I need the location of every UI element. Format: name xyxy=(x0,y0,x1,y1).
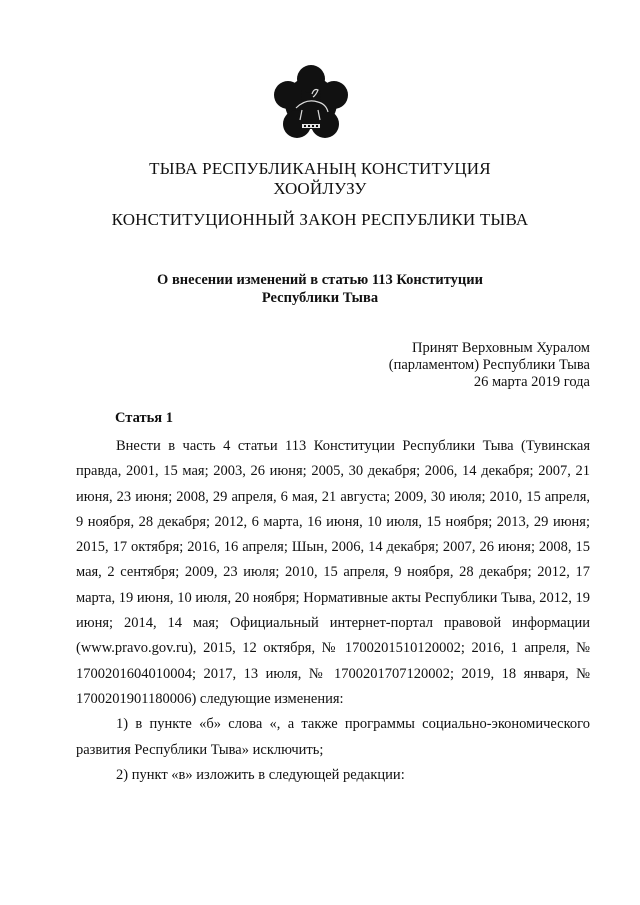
adoption-date: 26 марта 2019 года xyxy=(473,374,590,390)
article-heading: Статья 1 xyxy=(115,410,173,426)
adoption-statement xyxy=(389,340,590,391)
title-tyvan-line-1: ТЫВА РЕСПУБЛИКАНЫҢ КОНСТИТУЦИЯ xyxy=(149,159,491,178)
adoption-line-2: (парламентом) Республики Тыва xyxy=(388,357,590,373)
law-title-line-1: О внесении изменений в статью 113 Конституции xyxy=(157,272,483,288)
article-item-1: 1) в пункте «б» слова «, а также программы социально-экономического развития Республики Тыва» исключить; xyxy=(76,716,590,758)
document-title-russian: КОНСТИТУЦИОННЫЙ ЗАКОН РЕСПУБЛИКИ ТЫВА xyxy=(111,210,529,229)
tyva-republic-emblem-icon xyxy=(272,64,350,142)
article-intro-paragraph: Внести в часть 4 статьи 113 Конституции Республики Тыва (Тувинская правда, 2001, 15 мая; 2003, 26 июня; 2005, 30 декабря; 2006, 14 декабря; 2007, 21 июня, 23 июня; 2008, 29 апреля, 6 мая, 21 августа; 2009, 30 июля; 2010, 15 апреля, 9 ноября, 28 декабря; 2012, 6 марта, 16 июня, 10 июля, 15 ноября; 2013, 29 июня; 2015, 17 октября; 2016, 16 апреля; Шын, 2006, 14 декабря; 2007, 26 июня; 2008, 15 мая, 2 сентября; 2009, 23 июля; 2010, 15 апреля, 9 ноября, 28 декабря; 2012, 17 марта, 19 июня, 10 июля, 20 ноября; Нормативные акты Республики Тыва, 2012, 19 июня; 2014, 14 мая; Официальный интернет-портал правовой информации (www.pravo.gov.ru), 2015, 12 октября, № 1700201510120002; 2016, 1 апреля, № 1700201604010004; 2017, 13 июля, № 1700201707120002; 2019, 18 января, № 1700201901180006) следующие изменения: xyxy=(76,438,590,707)
title-tyvan-line-2: ХООЙЛУЗУ xyxy=(273,179,367,198)
article-item-2: 2) пункт «в» изложить в следующей редакции: xyxy=(116,766,405,783)
law-title-line-2: Республики Тыва xyxy=(261,290,379,306)
article-body xyxy=(76,434,590,788)
document-title-tyvan xyxy=(0,159,640,199)
adoption-line-1: Принят Верховным Хуралом xyxy=(412,340,590,356)
law-title xyxy=(0,271,640,307)
